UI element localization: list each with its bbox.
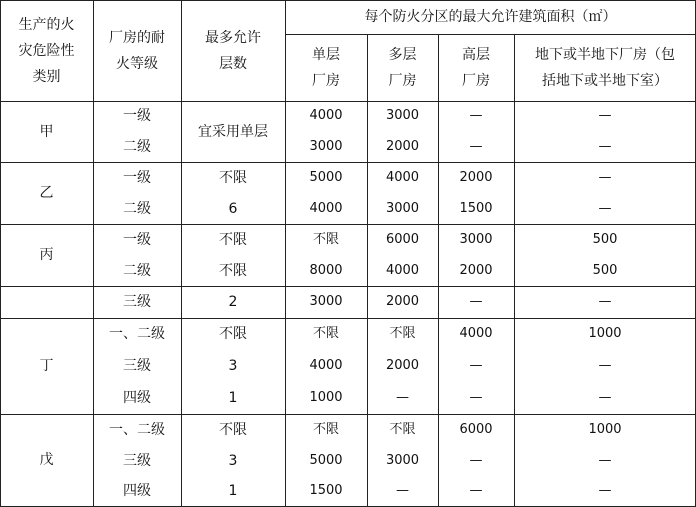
table-cell-under: — — [598, 483, 612, 498]
table-cell-multi: — — [396, 483, 409, 498]
table-cell-under: — — [598, 358, 612, 373]
table-cell-multi: — — [396, 390, 409, 405]
table-cell-under: — — [598, 452, 612, 468]
table-cell-rating: 四级 — [123, 483, 151, 499]
table-cell-under: — — [598, 200, 612, 216]
table-cell-multi: 2000 — [385, 358, 420, 373]
table-cell-single: 5000 — [309, 452, 343, 468]
table-cell-single: 8000 — [309, 262, 343, 278]
table-cell-rating: 一、二级 — [109, 326, 165, 342]
table-cell-high: — — [469, 108, 483, 123]
table-cell-floors: 不限 — [219, 231, 247, 248]
header-fire-rating: 厂房的耐 火等级 — [109, 29, 165, 72]
category-blank — [0, 286, 93, 318]
table-cell-high: 1500 — [459, 200, 493, 216]
table-cell-under: 1000 — [588, 326, 622, 341]
table-cell-single: 4000 — [309, 108, 343, 123]
table-cell-floors: 3 — [228, 452, 238, 469]
table-cell-multi: 不限 — [389, 421, 416, 437]
table-cell-rating: 一级 — [123, 169, 151, 186]
table-cell-multi: 3000 — [385, 108, 420, 123]
table-cell-multi: 2000 — [385, 294, 420, 309]
table-cell-under: — — [598, 169, 612, 185]
category-wu: 戊 — [39, 452, 54, 468]
table-cell-single: 1500 — [309, 483, 343, 498]
table-cell-under: — — [598, 138, 612, 154]
table-cell-high: 2000 — [459, 169, 493, 185]
table-cell-floors: 不限 — [219, 262, 247, 279]
table-cell-under: — — [598, 108, 612, 123]
table-cell-floors: 2 — [228, 294, 238, 310]
header-category: 生产的火 灾危险性 类别 — [18, 16, 75, 85]
table-cell-single: 不限 — [312, 231, 339, 247]
table-cell-multi: 6000 — [385, 231, 420, 247]
table-cell-under: 1000 — [588, 421, 622, 437]
table-cell-rating: 一级 — [123, 108, 151, 124]
table-cell-rating: 二级 — [123, 138, 151, 155]
table-cell-single: 不限 — [312, 326, 339, 341]
header-multi-storey: 多层 厂房 — [388, 46, 417, 89]
table-cell-rating: 三级 — [123, 358, 151, 374]
header-high-rise: 高层 厂房 — [462, 46, 490, 89]
table-cell-high: — — [469, 483, 483, 498]
table-cell-rating: 二级 — [123, 200, 151, 217]
table-cell-rating: 二级 — [123, 262, 151, 279]
table-cell-multi: 4000 — [385, 262, 420, 278]
table-cell-floors: 1 — [228, 390, 238, 406]
category-bing: 丙 — [39, 247, 54, 263]
table-cell-high: 4000 — [459, 326, 493, 341]
header-max-floors: 最多允许 层数 — [205, 29, 261, 72]
table-cell-single: 4000 — [309, 200, 343, 216]
table-cell-high: 3000 — [459, 231, 493, 247]
table-cell-floors: 1 — [228, 483, 238, 499]
table-cell-under: 500 — [592, 262, 618, 278]
table-cell-single: 1000 — [309, 390, 343, 405]
category-ding: 丁 — [39, 358, 54, 374]
table-cell-floors: 不限 — [219, 169, 247, 186]
table-cell-rating: 三级 — [123, 452, 151, 469]
table-cell-high: — — [469, 138, 483, 154]
table-cell-under: — — [598, 390, 612, 405]
table-cell-multi: 3000 — [385, 200, 420, 216]
category-jia: 甲 — [39, 123, 54, 140]
table-cell-floors: 6 — [228, 200, 238, 217]
table-cell-floors: 3 — [228, 358, 238, 374]
table-cell-single: 4000 — [309, 358, 343, 373]
table-cell-under: — — [598, 294, 612, 309]
table-cell-high: — — [469, 358, 483, 373]
table-cell-high: 2000 — [459, 262, 493, 278]
table-cell-rating: 四级 — [123, 390, 151, 406]
table-cell-floors: 不限 — [219, 421, 247, 438]
header-underground: 地下或半地下厂房（包 括地下或半地下室） — [535, 46, 675, 89]
table-cell-high: — — [469, 294, 483, 309]
table-cell-single: 5000 — [309, 169, 343, 185]
table-cell-single: 3000 — [309, 294, 343, 309]
jia-max-floors: 宜采用单层 — [198, 123, 268, 140]
table-cell-rating: 一级 — [123, 231, 151, 248]
table-cell-under: 500 — [592, 231, 618, 247]
table-cell-high: 6000 — [459, 421, 493, 437]
table-cell-single: 不限 — [312, 421, 339, 437]
header-single-storey: 单层 厂房 — [312, 46, 340, 89]
table-cell-multi: 2000 — [385, 138, 420, 154]
table-cell-high: — — [469, 452, 483, 468]
table-cell-floors: 不限 — [219, 326, 247, 342]
table-cell-rating: 一、二级 — [109, 421, 165, 438]
header-area-group: 每个防火分区的最大允许建筑面积（㎡） — [364, 9, 617, 25]
table-cell-high: — — [469, 390, 483, 405]
table-cell-multi: 3000 — [385, 452, 420, 468]
table-cell-rating: 三级 — [123, 294, 151, 310]
category-yi: 乙 — [39, 185, 54, 201]
table-cell-multi: 4000 — [385, 169, 420, 185]
table-cell-single: 3000 — [309, 138, 343, 154]
table-cell-multi: 不限 — [389, 326, 416, 341]
